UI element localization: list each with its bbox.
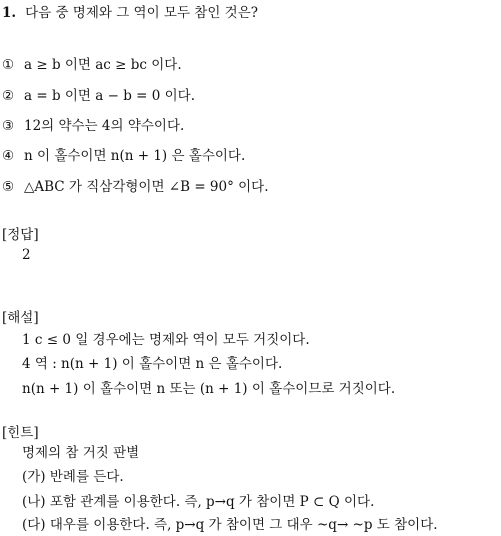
choice-text: 12의 약수는 4의 약수이다. [24,118,185,134]
hint-line-3: (나) 포함 관계를 이용한다. 즉, p→q 가 참이면 P ⊂ Q 이다. [22,494,375,510]
choice-4 [2,147,245,165]
question-number: 1. [2,5,17,21]
explanation-heading: [해설] [2,310,39,326]
choice-marker: ① [2,57,15,73]
choice-text: a ≥ b 이면 ac ≥ bc 이다. [24,57,182,73]
choice-2 [2,87,195,105]
hint-line-1: 명제의 참 거짓 판별 [22,445,140,461]
choice-marker: ② [2,88,15,104]
choice-3 [2,117,184,135]
hint-line-2: (가) 반례를 든다. [22,469,124,485]
choice-text: △ABC 가 직삼각형이면 ∠B = 90° 이다. [24,179,269,195]
question-text: 다음 중 명제와 그 역이 모두 참인 것은? [25,5,258,21]
choice-text: a = b 이면 a − b = 0 이다. [24,88,195,104]
question-stem [2,4,258,22]
hint-line-4: (다) 대우를 이용한다. 즉, p→q 가 참이면 그 대우 ~q→ ~p 도 참이다. [22,517,438,533]
explanation-line-2: 4 역 : n(n + 1) 이 홀수이면 n 은 홀수이다. [22,356,283,372]
choice-text: n 이 홀수이면 n(n + 1) 은 홀수이다. [24,148,246,164]
choice-marker: ⑤ [2,179,15,195]
answer-heading: [정답] [2,227,39,243]
hint-heading: [힌트] [2,425,39,441]
explanation-line-3: n(n + 1) 이 홀수이면 n 또는 (n + 1) 이 홀수이므로 거짓이다. [22,381,396,397]
choice-marker: ④ [2,148,15,164]
answer-value: 2 [22,247,31,263]
choice-5 [2,178,269,196]
choice-marker: ③ [2,118,15,134]
choice-1 [2,56,182,74]
explanation-line-1: 1 c ≤ 0 일 경우에는 명제와 역이 모두 거짓이다. [22,332,310,348]
